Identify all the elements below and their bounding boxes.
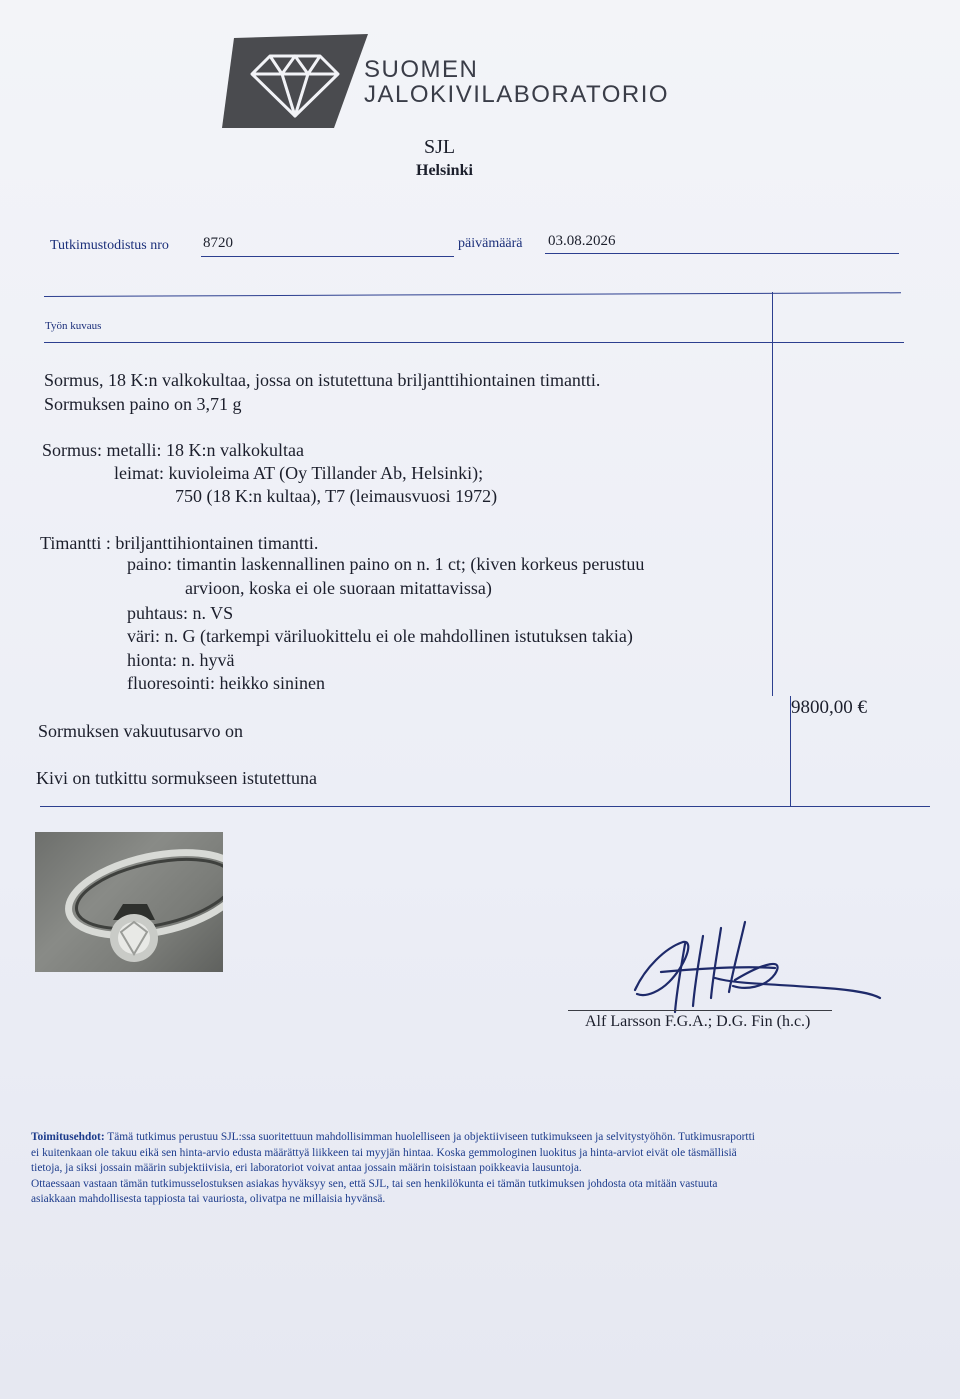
ring-metal-line: Sormus: metalli: 18 K:n valkokultaa <box>42 440 304 460</box>
ring-hallmarks-line: leimat: kuvioleima AT (Oy Tillander Ab, Helsinki); <box>114 463 484 483</box>
examination-note: Kivi on tutkittu sormukseen istutettuna <box>36 768 317 788</box>
terms-heading: Toimitusehdot: <box>31 1131 105 1143</box>
diamond-cut-line: hionta: n. hyvä <box>127 650 235 670</box>
form-bottom-line <box>40 806 930 807</box>
signature-underline <box>568 1010 832 1011</box>
lab-abbreviation: SJL <box>424 136 456 158</box>
diamond-weight-line: paino: timantin laskennallinen paino on n. 1 ct; (kiven korkeus perustuu <box>127 554 645 574</box>
terms-line-5: asiakkaan mahdollisesta tappiosta tai vauriosta, olivatpa ne millaisia hyvänsä. <box>31 1193 386 1205</box>
ring-hallmarks-line-2: 750 (18 K:n kultaa), T7 (leimausvuosi 1972) <box>175 486 498 506</box>
diamond-line-1: Timantti : briljanttihiontainen timantti. <box>40 533 319 553</box>
terms-block <box>31 1130 941 1208</box>
logo-name-line1: SUOMEN <box>364 56 479 83</box>
signature-icon <box>625 918 885 1018</box>
insurance-value-label: Sormuksen vakuutusarvo on <box>38 721 243 741</box>
work-description-label: Työn kuvaus <box>45 320 102 332</box>
ring-intro-line-2: Sormuksen paino on 3,71 g <box>44 394 242 414</box>
lab-city: Helsinki <box>416 162 473 179</box>
diamond-weight-line-2: arvioon, koska ei ole suoraan mitattavissa) <box>185 578 492 598</box>
signer-name: Alf Larsson F.G.A.; D.G. Fin (h.c.) <box>585 1013 811 1030</box>
terms-line-4: Ottaessaan vastaan tämän tutkimusselostuksen asiakas hyväksyy sen, että SJL, tai sen henkilökunta ei tämän tutkimuksen johdosta ota mitään vastuuta <box>31 1177 718 1190</box>
certificate-number-label: Tutkimustodistus nro <box>50 238 169 253</box>
terms-line-1: Tämä tutkimus perustuu SJL:ssa suoritettuun mahdollisimman huolelliseen ja objektiiviseen tutkimukseen ja selvitystyöhön. Tutkimusraportti <box>107 1131 755 1143</box>
form-divider-upper <box>772 292 773 696</box>
date-value: 03.08.2026 <box>548 233 616 249</box>
certificate-number-underline <box>201 256 454 257</box>
ring-intro-line-1: Sormus, 18 K:n valkokultaa, jossa on istutettuna briljanttihiontainen timantti. <box>44 370 601 390</box>
terms-line-2: ei kuitenkaan ole takuu eikä sen hinta-arvio edusta määrättyä liikkeen tai myyjän hintaa. Koska gemmologinen luokitus ja hinta-arviot eivät ole täsmällisiä <box>31 1146 737 1159</box>
diamond-fluorescence-line: fluoresointi: heikko sininen <box>127 673 325 693</box>
date-underline <box>545 253 899 254</box>
date-label: päivämäärä <box>458 236 523 251</box>
ring-photo <box>35 832 223 972</box>
insurance-value-amount: 9800,00 € <box>791 697 867 718</box>
terms-line-3: tietoja, ja siksi jossain määrin subjektiivisia, eri laboratoriot voivat antaa jossain määrin toisistaan poikkeavia lausuntoja. <box>31 1162 582 1174</box>
logo-name-line2: JALOKIVILABORATORIO <box>364 81 670 108</box>
form-header-line <box>44 342 904 343</box>
diamond-clarity-line: puhtaus: n. VS <box>127 603 234 623</box>
diamond-logo-icon <box>222 34 372 130</box>
diamond-color-line: väri: n. G (tarkempi väriluokittelu ei ole mahdollinen istutuksen takia) <box>127 626 633 646</box>
ring-image-icon <box>35 832 223 972</box>
certificate-number-value: 8720 <box>203 235 233 251</box>
